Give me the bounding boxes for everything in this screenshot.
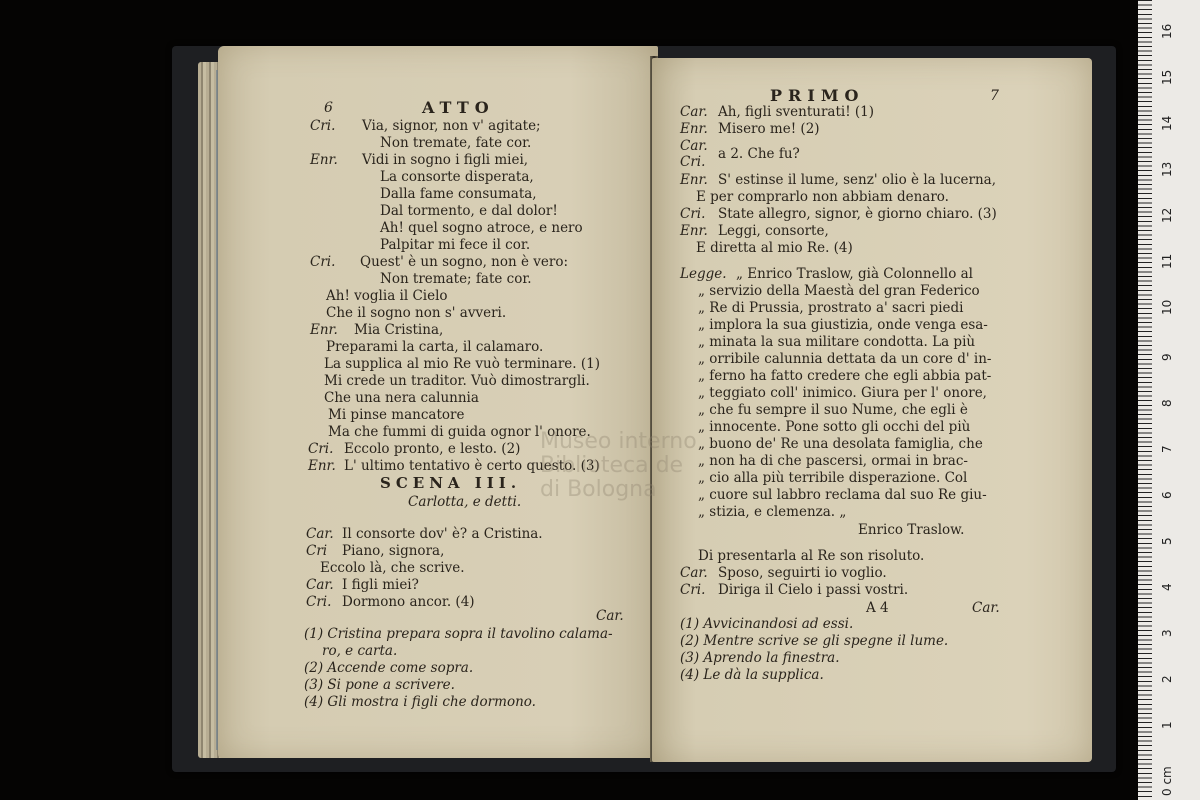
letter-line: „ cio alla più terribile disperazione. Col xyxy=(698,470,968,486)
letter-line: „ che fu sempre il suo Nume, che egli è xyxy=(698,402,968,418)
speaker: Cri. xyxy=(306,594,332,610)
speaker: Cri. xyxy=(680,154,706,170)
verse-line: Non tremate; fate cor. xyxy=(380,271,532,287)
letter-line: „ cuore sul labbro reclama dal suo Re giu- xyxy=(698,487,987,503)
letter-line: „ non ha di che pascersi, ormai in brac- xyxy=(698,453,968,469)
verse-line: Ah! quel sogno atroce, e nero xyxy=(380,220,583,236)
ruler-unit: 0 cm xyxy=(1160,766,1174,796)
speaker: Cri xyxy=(306,543,328,559)
verse-line: E diretta al mio Re. (4) xyxy=(696,240,853,256)
ruler-mark: 8 xyxy=(1160,399,1174,407)
speaker: Enr. xyxy=(310,152,338,168)
ruler-mark: 9 xyxy=(1160,353,1174,361)
scene-characters: Carlotta, e detti. xyxy=(408,494,522,510)
letter-line: „ servizio della Maestà del gran Federico xyxy=(698,283,980,299)
letter-line: „ minata la sua militare condotta. La più xyxy=(698,334,976,350)
library-watermark xyxy=(540,430,697,502)
letter-line: „ orribile calunnia dettata da un core d' in- xyxy=(698,351,992,367)
letter-line: „ ferno ha fatto credere che egli abbia pat- xyxy=(698,368,992,384)
ruler-mark: 14 xyxy=(1160,115,1174,131)
watermark-line: Museo interno xyxy=(540,429,697,454)
ruler-mark: 15 xyxy=(1160,69,1174,85)
ruler-mark: 11 xyxy=(1160,253,1174,269)
ruler-mark: 3 xyxy=(1160,629,1174,637)
ruler-mark: 4 xyxy=(1160,583,1174,591)
speaker: Car. xyxy=(680,138,708,154)
footnote: (3) Si pone a scrivere. xyxy=(304,677,455,693)
verse-line: Preparami la carta, il calamaro. xyxy=(326,339,544,355)
speaker: Enr. xyxy=(680,172,708,188)
letter-signature: Enrico Traslow. xyxy=(858,522,965,538)
verse-line: La consorte disperata, xyxy=(380,169,534,185)
verse-line: Eccolo là, che scrive. xyxy=(320,560,465,576)
letter-line: „ teggiato coll' inimico. Giura per l' onore, xyxy=(698,385,987,401)
footnote: (4) Le dà la supplica. xyxy=(680,667,824,683)
scene-title: SCENA III. xyxy=(380,474,522,492)
verse-line: Mia Cristina, xyxy=(354,322,444,338)
speaker: Car. xyxy=(306,526,334,542)
ruler-mark: 5 xyxy=(1160,537,1174,545)
running-header: PRIMO xyxy=(770,86,865,105)
signature-mark: A 4 xyxy=(866,600,889,616)
speaker: Car. xyxy=(680,104,708,120)
verse-line: S' estinse il lume, senz' olio è la lucerna, xyxy=(718,172,997,188)
verse-line: E per comprarlo non abbiam denaro. xyxy=(696,189,949,205)
verse-line: Vidi in sogno i figli miei, xyxy=(362,152,529,168)
verse-line: Sposo, seguirti io voglio. xyxy=(718,565,887,581)
footnote: (1) Cristina prepara sopra il tavolino calama- xyxy=(304,626,613,642)
speaker: Car. xyxy=(306,577,334,593)
verse-line: Dalla fame consumata, xyxy=(380,186,537,202)
verse-line: L' ultimo tentativo è certo questo. (3) xyxy=(344,458,600,474)
speaker: Cri. xyxy=(680,582,706,598)
letter-line: „ Enrico Traslow, già Colonnello al xyxy=(736,266,974,282)
ruler-mark: 2 xyxy=(1160,675,1174,683)
page-number: 7 xyxy=(990,88,999,104)
letter-line: „ buono de' Re una desolata famiglia, che xyxy=(698,436,983,452)
footnote: (3) Aprendo la finestra. xyxy=(680,650,840,666)
verse-line: Ah, figli sventurati! (1) xyxy=(718,104,875,120)
footnote: (4) Gli mostra i figli che dormono. xyxy=(304,694,536,710)
verse-line: Leggi, consorte, xyxy=(718,223,829,239)
ruler-mark: 10 xyxy=(1160,299,1174,315)
right-page xyxy=(652,58,1092,762)
verse-line: Ma che fummi di guida ognor l' onore. xyxy=(328,424,591,440)
verse-line: Diriga il Cielo i passi vostri. xyxy=(718,582,909,598)
speaker: Enr. xyxy=(310,322,338,338)
ruler-mark: 6 xyxy=(1160,491,1174,499)
speaker: Cri. xyxy=(680,206,706,222)
catchword: Car. xyxy=(596,608,624,624)
verse-line: Dal tormento, e dal dolor! xyxy=(380,203,558,219)
ruler-mark: 7 xyxy=(1160,445,1174,453)
speaker: Cri. xyxy=(310,118,336,134)
footnote: (2) Mentre scrive se gli spegne il lume. xyxy=(680,633,949,649)
watermark-line: Biblioteca de xyxy=(540,453,684,478)
verse-line: Mi pinse mancatore xyxy=(328,407,465,423)
verse-line: Ah! voglia il Cielo xyxy=(326,288,448,304)
speaker: Legge. xyxy=(680,266,727,282)
footnote: ro, e carta. xyxy=(322,643,398,659)
ruler-mark: 13 xyxy=(1160,161,1174,177)
left-page xyxy=(218,46,658,758)
speaker: Enr. xyxy=(680,223,708,239)
watermark-line: di Bologna xyxy=(540,477,657,502)
verse-line: Via, signor, non v' agitate; xyxy=(362,118,541,134)
ruler-mark: 12 xyxy=(1160,207,1174,223)
verse-line: Piano, signora, xyxy=(342,543,445,559)
verse-line: I figli miei? xyxy=(342,577,419,593)
verse-line: Il consorte dov' è? a Cristina. xyxy=(342,526,543,542)
verse-line: Di presentarla al Re son risoluto. xyxy=(698,548,925,564)
footnote: (2) Accende come sopra. xyxy=(304,660,474,676)
measuring-ruler xyxy=(1138,0,1200,800)
running-header: ATTO xyxy=(422,98,495,117)
speaker: Enr. xyxy=(308,458,336,474)
verse-line: Palpitar mi fece il cor. xyxy=(380,237,531,253)
verse-line: a 2. Che fu? xyxy=(718,146,800,162)
speaker: Cri. xyxy=(308,441,334,457)
ruler-mark: 16 xyxy=(1160,23,1174,39)
page-number: 6 xyxy=(324,100,333,116)
ruler-mark: 1 xyxy=(1160,721,1174,729)
verse-line: La supplica al mio Re vuò terminare. (1) xyxy=(324,356,601,372)
speaker: Cri. xyxy=(310,254,336,270)
verse-line: Quest' è un sogno, non è vero: xyxy=(360,254,569,270)
letter-line: „ implora la sua giustizia, onde venga esa- xyxy=(698,317,988,333)
verse-line: Mi crede un traditor. Vuò dimostrargli. xyxy=(324,373,590,389)
letter-line: „ stizia, e clemenza. „ xyxy=(698,504,847,520)
verse-line: Dormono ancor. (4) xyxy=(342,594,475,610)
verse-line: State allegro, signor, è giorno chiaro. (3) xyxy=(718,206,997,222)
verse-line: Che il sogno non s' avveri. xyxy=(326,305,507,321)
verse-line: Non tremate, fate cor. xyxy=(380,135,532,151)
verse-line: Misero me! (2) xyxy=(718,121,820,137)
speaker: Car. xyxy=(680,565,708,581)
ruler-ticks xyxy=(1138,0,1152,800)
speaker: Enr. xyxy=(680,121,708,137)
letter-line: „ innocente. Pone sotto gli occhi del più xyxy=(698,419,971,435)
verse-line: Che una nera calunnia xyxy=(324,390,479,406)
verse-line: Eccolo pronto, e lesto. (2) xyxy=(344,441,521,457)
letter-line: „ Re di Prussia, prostrato a' sacri piedi xyxy=(698,300,964,316)
catchword: Car. xyxy=(972,600,1000,616)
footnote: (1) Avvicinandosi ad essi. xyxy=(680,616,854,632)
